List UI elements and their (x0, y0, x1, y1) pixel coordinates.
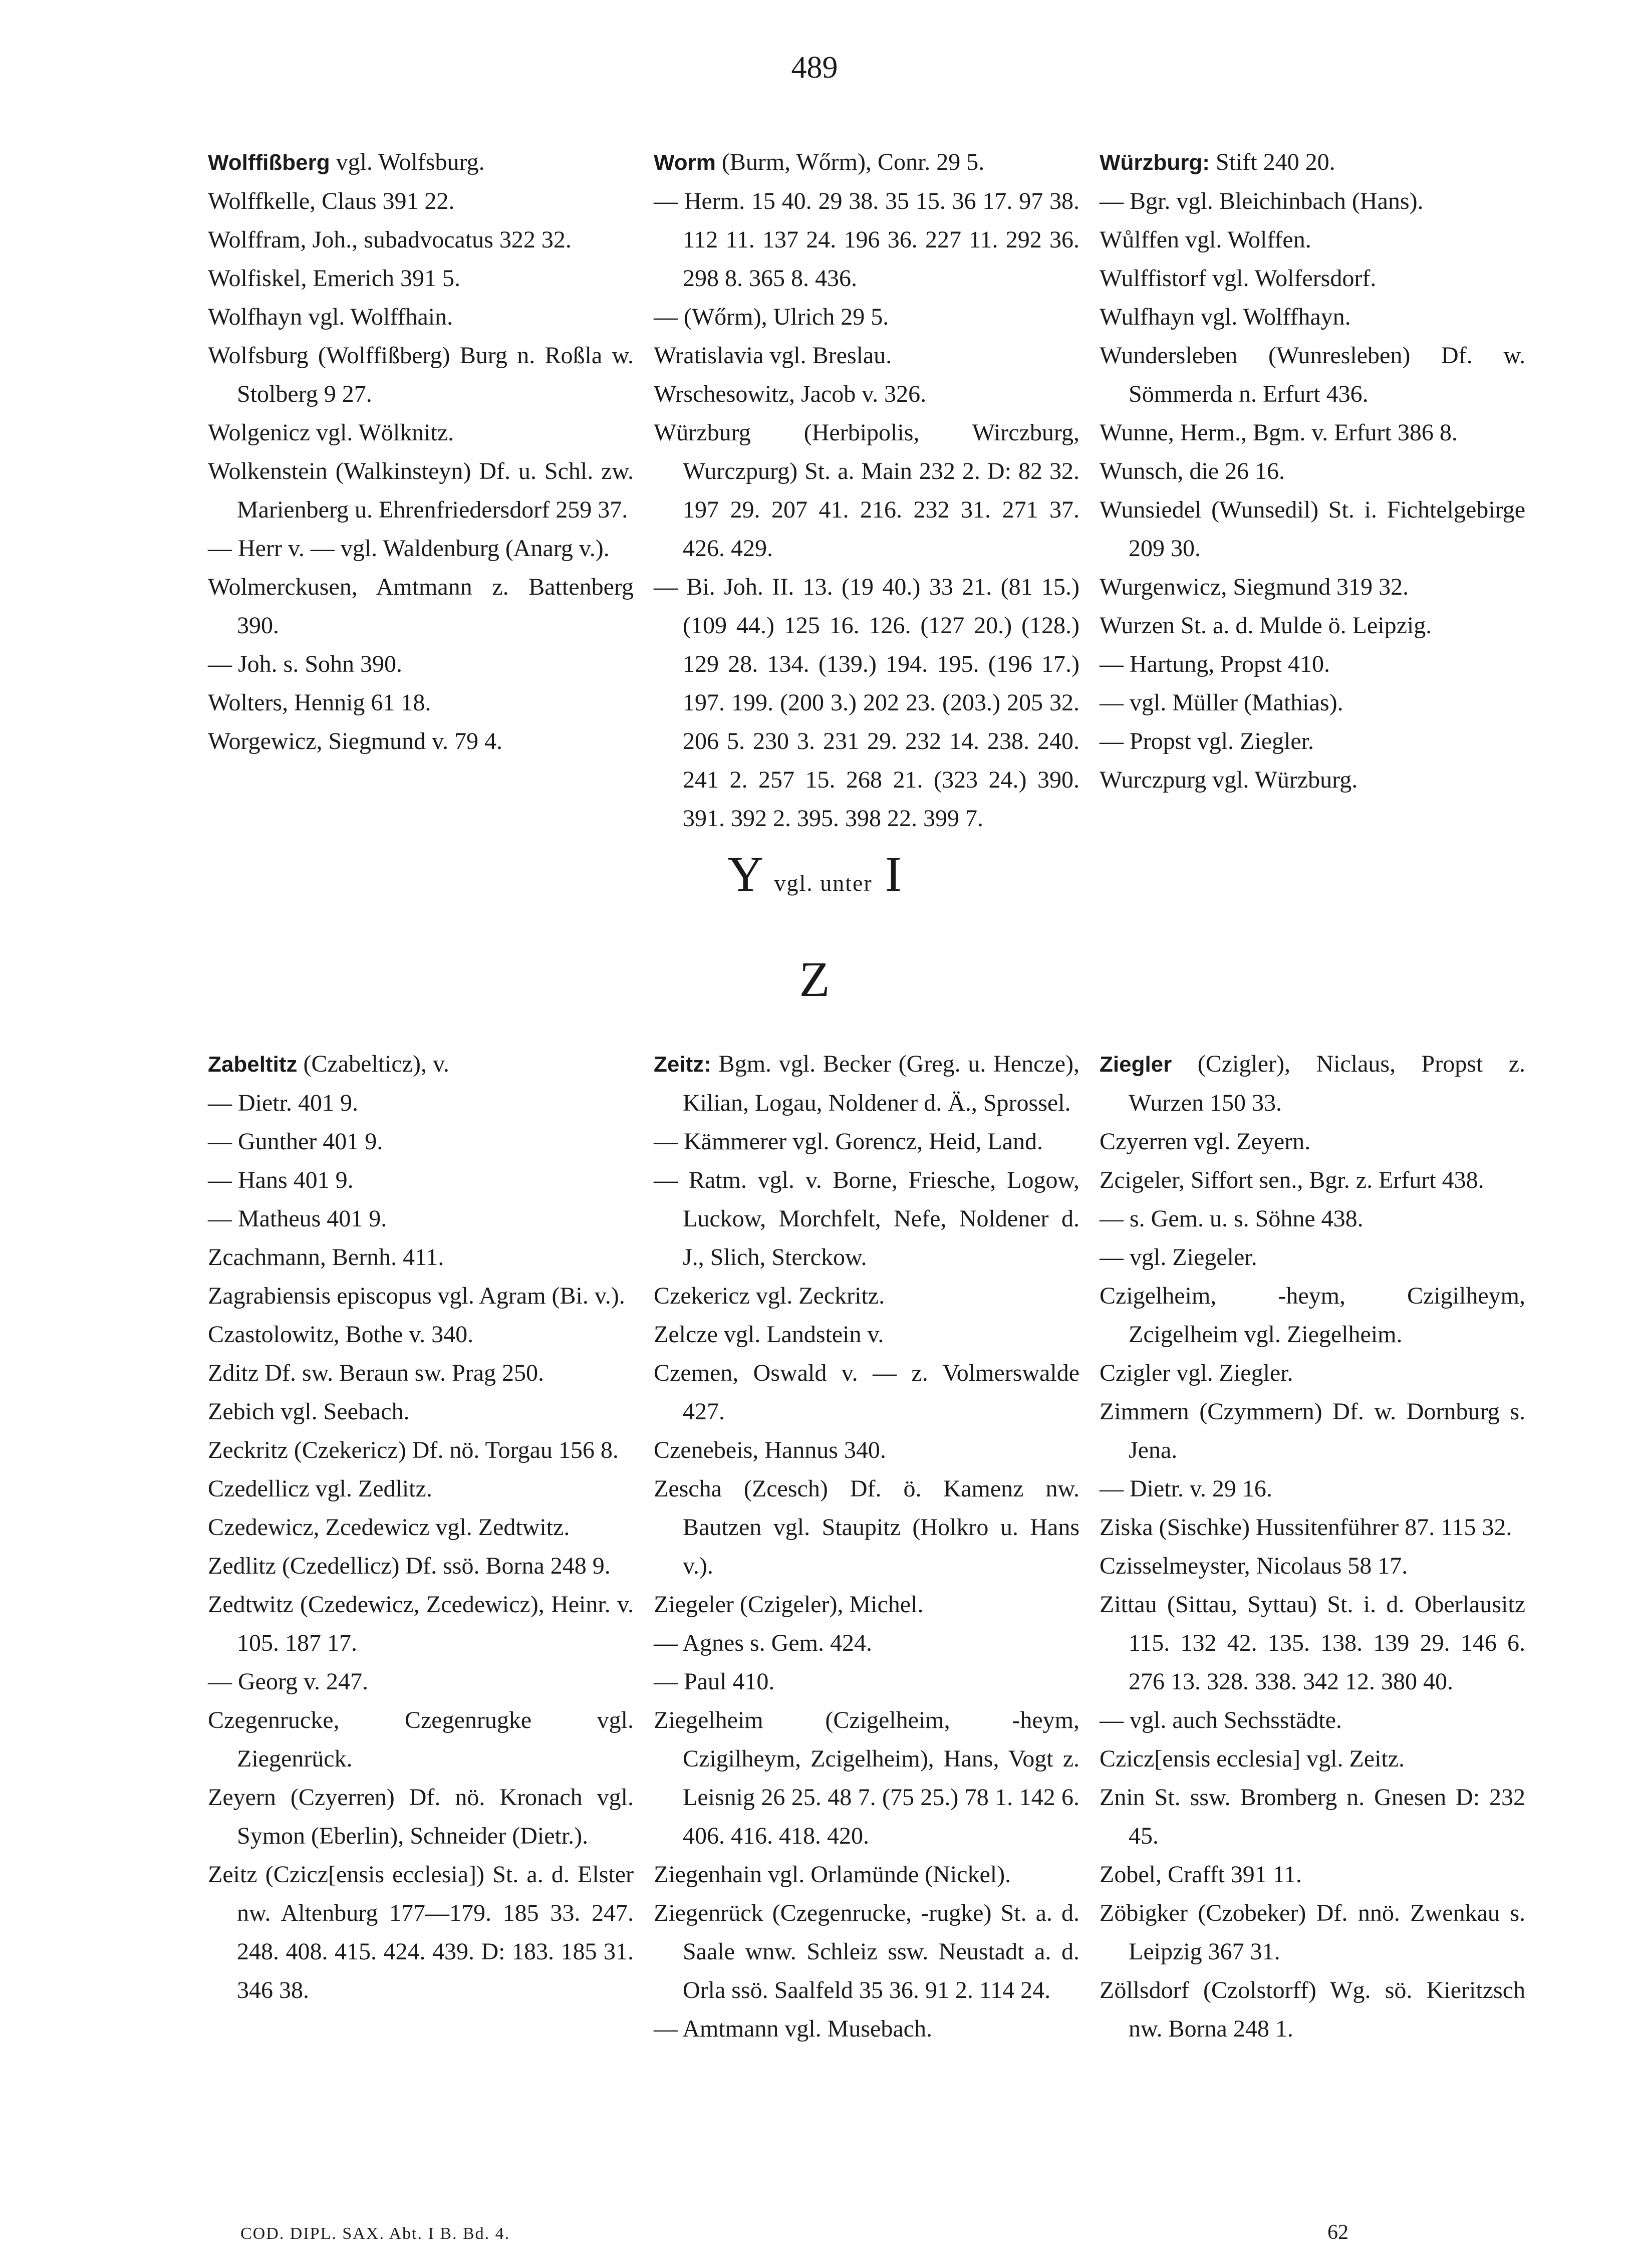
index-entry (208, 1238, 634, 1277)
entry-headword: Wolffißberg (208, 150, 330, 175)
index-entry (654, 1122, 1079, 1161)
entry-text: Wolmerckusen, Amtmann z. Battenberg 390. (208, 574, 634, 639)
index-entry (1100, 1122, 1525, 1161)
entry-text: — Ratm. vgl. v. Borne, Friesche, Logow, Luckow, Morchfelt, Nefe, Noldener d. J., Slich, Sterckow. (654, 1167, 1079, 1271)
index-entry (1100, 1354, 1525, 1392)
entry-text: — Matheus 401 9. (208, 1205, 387, 1232)
entry-text: Ziska (Sischke) Hussitenführer 87. 115 32. (1100, 1514, 1512, 1541)
index-entry (208, 1199, 634, 1238)
index-entry (208, 259, 634, 298)
entry-text: Zescha (Zcesch) Df. ö. Kamenz nw. Bautzen vgl. Staupitz (Holkro u. Hans v.). (654, 1475, 1079, 1579)
index-entry (208, 336, 634, 413)
entry-text: — Joh. s. Sohn 390. (208, 651, 403, 677)
entry-text: Zöllsdorf (Czolstorff) Wg. sö. Kieritzsch nw. Borna 248 1. (1100, 1977, 1525, 2042)
index-entry (654, 298, 1079, 336)
index-entry (654, 1894, 1079, 2009)
entry-text: Czicz[ensis ecclesia] vgl. Zeitz. (1100, 1745, 1405, 1772)
index-entry (208, 182, 634, 220)
index-entry (208, 1547, 634, 1585)
entry-text: Zöbigker (Czobeker) Df. nnö. Zwenkau s. Leipzig 367 31. (1100, 1900, 1525, 1965)
entry-text: Zagrabiensis episcopus vgl. Agram (Bi. v.). (208, 1283, 625, 1309)
index-entry (208, 1431, 634, 1469)
entry-text: Worgewicz, Siegmund v. 79 4. (208, 728, 503, 754)
index-entry (1100, 1855, 1525, 1894)
index-entry (1100, 1585, 1525, 1701)
index-entry (208, 1122, 634, 1161)
entry-text: Czegenrucke, Czegenrugke vgl. Ziegenrück. (208, 1707, 634, 1772)
index-entry (208, 1585, 634, 1662)
index-entry (654, 1277, 1079, 1315)
entry-text: Czenebeis, Hannus 340. (654, 1437, 886, 1463)
entry-text: Wunne, Herm., Bgm. v. Erfurt 386 8. (1100, 419, 1458, 446)
entry-text: — Hans 401 9. (208, 1167, 354, 1193)
index-entry (1100, 1045, 1525, 1122)
index-entry (654, 1431, 1079, 1469)
entry-text: Wolfhayn vgl. Wolffhain. (208, 304, 453, 330)
index-entry (654, 2009, 1079, 2048)
footer-volume: COD. DIPL. SAX. Abt. I B. Bd. 4. (240, 2224, 510, 2243)
entry-text: — (Wőrm), Ulrich 29 5. (654, 304, 889, 330)
entry-text: (Czigler), Niclaus, Propst z. Wurzen 150 33. (1129, 1051, 1525, 1116)
entry-text: Wulffistorf vgl. Wolfersdorf. (1100, 265, 1377, 292)
index-entry (1100, 1508, 1525, 1547)
entry-text: Zobel, Crafft 391 11. (1100, 1861, 1302, 1888)
index-column-top-1 (208, 143, 634, 761)
section-heading-y (0, 842, 1629, 916)
index-entry (1100, 722, 1525, 761)
index-entry (654, 1585, 1079, 1624)
index-entry (1100, 182, 1525, 220)
index-column-bottom-2 (654, 1045, 1079, 2048)
index-entry (654, 1855, 1079, 1894)
entry-text: Wolkenstein (Walkinsteyn) Df. u. Schl. zw. Marienberg u. Ehrenfriedersdorf 259 37. (208, 458, 634, 523)
index-entry (1100, 413, 1525, 452)
footer-signature: 62 (1327, 2221, 1348, 2244)
index-entry (208, 1701, 634, 1778)
index-entry (208, 1855, 634, 2009)
index-entry (1100, 1199, 1525, 1238)
index-entry (1100, 1778, 1525, 1855)
entry-text: Wolfsburg (Wolffißberg) Burg n. Roßla w. Stolberg 9 27. (208, 342, 634, 407)
entry-text: Ziegeler (Czigeler), Michel. (654, 1591, 924, 1618)
index-entry (1100, 1971, 1525, 2048)
index-column-top-3 (1100, 143, 1525, 799)
index-entry (654, 1045, 1079, 1122)
index-entry (208, 722, 634, 761)
index-entry (1100, 1701, 1525, 1739)
index-entry (654, 1624, 1079, 1662)
index-entry (1100, 1161, 1525, 1199)
index-entry (208, 1277, 634, 1315)
entry-text: — Dietr. v. 29 16. (1100, 1475, 1272, 1502)
index-entry (208, 529, 634, 568)
index-entry (1100, 645, 1525, 683)
entry-text: Czemen, Oswald v. — z. Volmerswalde 427. (654, 1360, 1079, 1425)
entry-text: — Hartung, Propst 410. (1100, 651, 1330, 677)
entry-text: Wulfhayn vgl. Wolffhayn. (1100, 304, 1351, 330)
entry-text: — vgl. auch Sechsstädte. (1100, 1707, 1342, 1733)
index-entry (208, 143, 634, 182)
index-entry (208, 413, 634, 452)
index-entry (208, 1045, 634, 1084)
entry-text: Zedtwitz (Czedewicz, Zcedewicz), Heinr. v. 105. 187 17. (208, 1591, 634, 1656)
index-entry (208, 1662, 634, 1701)
entry-text: — Propst vgl. Ziegler. (1100, 728, 1314, 754)
index-entry (654, 1354, 1079, 1431)
index-entry (654, 182, 1079, 298)
entry-text: vgl. Wolfsburg. (330, 149, 485, 175)
entry-text: Czisselmeyster, Nicolaus 58 17. (1100, 1553, 1408, 1579)
entry-text: Ziegenrück (Czegenrucke, -rugke) St. a. d. Saale wnw. Schleiz ssw. Neustadt a. d. Orla ssö. Saalfeld 35 36. 91 2. 114 24. (654, 1900, 1079, 2003)
entry-text: (Burm, Wőrm), Conr. 29 5. (715, 149, 985, 175)
entry-text: Wolfiskel, Emerich 391 5. (208, 265, 461, 292)
index-entry (1100, 568, 1525, 606)
entry-text: Wratislavia vgl. Breslau. (654, 342, 892, 369)
entry-text: Zedlitz (Czedellicz) Df. ssö. Borna 248 9. (208, 1553, 611, 1579)
entry-text: (Czabelticz), v. (297, 1051, 449, 1077)
entry-text: — Paul 410. (654, 1668, 775, 1695)
index-entry (208, 1392, 634, 1431)
index-entry (1100, 1392, 1525, 1469)
index-entry (1100, 1238, 1525, 1277)
entry-text: Wolffram, Joh., subadvocatus 322 32. (208, 226, 572, 253)
entry-text: Wurgenwicz, Siegmund 319 32. (1100, 574, 1409, 600)
index-entry (1100, 1277, 1525, 1354)
entry-text: Zeckritz (Czekericz) Df. nö. Torgau 156 8. (208, 1437, 619, 1463)
index-entry (208, 1315, 634, 1354)
entry-text: Würzburg (Herbipolis, Wirczburg, Wurczpurg) St. a. Main 232 2. D: 82 32. 197 29. 207 41. 216. 232 31. 271 37. 426. 429. (654, 419, 1079, 562)
entry-text: Zeitz (Czicz[ensis ecclesia]) St. a. d. Elster nw. Altenburg 177—179. 185 33. 247. 248. 408. 415. 424. 439. D: 183. 185 31. 346 38. (208, 1861, 634, 2003)
entry-text: — Bi. Joh. II. 13. (19 40.) 33 21. (81 15.) (109 44.) 125 16. 126. (127 20.) (128.) 129 28. 134. (139.) 194. 195. (196 17.) 197. 199. (200 3.) 202 23. (203.) 205 32. 206 5. 230 3. 231 29. 232 14. 238. 240. 241 2. 257 15. 268 21. (323 24.) 390. 391. 392 2. 395. 398 22. 399 7. (654, 574, 1079, 832)
entry-text: — Georg v. 247. (208, 1668, 368, 1695)
entry-text: Ziegelheim (Czigelheim, -heym, Czigilheym, Zcigelheim), Hans, Vogt z. Leisnig 26 25. 48 7. (75 25.) 78 1. 142 6. 406. 416. 418. 420. (654, 1707, 1079, 1849)
index-entry (1100, 683, 1525, 722)
index-column-bottom-3 (1100, 1045, 1525, 2048)
entry-text: — Agnes s. Gem. 424. (654, 1630, 872, 1656)
index-entry (208, 1084, 634, 1122)
entry-text: Wundersleben (Wunresleben) Df. w. Sömmerda n. Erfurt 436. (1100, 342, 1525, 407)
index-entry (1100, 220, 1525, 259)
section-heading-z: Z (799, 951, 830, 1007)
index-entry (208, 645, 634, 683)
entry-text: Zebich vgl. Seebach. (208, 1398, 410, 1425)
entry-text: Wolffkelle, Claus 391 22. (208, 188, 455, 214)
entry-text: — Amtmann vgl. Musebach. (654, 2015, 932, 2042)
index-entry (1100, 606, 1525, 645)
entry-text: Wolters, Hennig 61 18. (208, 689, 431, 716)
heading-y-letter: Y (727, 846, 762, 902)
index-entry (1100, 761, 1525, 799)
entry-text: Wunsiedel (Wunsedil) St. i. Fichtelgebirge 209 30. (1100, 496, 1525, 562)
heading-y-text: vgl. unter (774, 870, 873, 896)
index-entry (1100, 1547, 1525, 1585)
entry-text: Czigler vgl. Ziegler. (1100, 1360, 1293, 1386)
index-entry (208, 1354, 634, 1392)
entry-text: Wurczpurg vgl. Würzburg. (1100, 767, 1358, 793)
entry-text: Zeyern (Czyerren) Df. nö. Kronach vgl. Symon (Eberlin), Schneider (Dietr.). (208, 1784, 634, 1849)
index-entry (654, 1315, 1079, 1354)
entry-text: — Gunther 401 9. (208, 1128, 383, 1155)
entry-text: Czekericz vgl. Zeckritz. (654, 1283, 885, 1309)
index-entry (208, 452, 634, 529)
index-entry (1100, 1894, 1525, 1971)
entry-headword: Zeitz: (654, 1052, 711, 1077)
entry-text: Ziegenhain vgl. Orlamünde (Nickel). (654, 1861, 1011, 1888)
index-entry (208, 298, 634, 336)
index-entry (1100, 298, 1525, 336)
entry-text: Czigelheim, -heym, Czigilheym, Zcigelheim vgl. Ziegelheim. (1100, 1283, 1525, 1348)
entry-text: Wunsch, die 26 16. (1100, 458, 1285, 484)
index-entry (654, 336, 1079, 375)
entry-text: Wurzen St. a. d. Mulde ö. Leipzig. (1100, 612, 1432, 639)
page-number: 489 (791, 51, 838, 85)
entry-text: — Herm. 15 40. 29 38. 35 15. 36 17. 97 38. 112 11. 137 24. 196 36. 227 11. 292 36. 298 8. 365 8. 436. (654, 188, 1079, 292)
entry-text: Wůlffen vgl. Wolffen. (1100, 226, 1311, 253)
entry-text: Stift 240 20. (1209, 149, 1335, 175)
index-entry (208, 220, 634, 259)
index-entry (1100, 490, 1525, 568)
entry-text: — Kämmerer vgl. Gorencz, Heid, Land. (654, 1128, 1043, 1155)
entry-headword: Worm (654, 150, 716, 175)
index-column-bottom-1 (208, 1045, 634, 2009)
entry-text: Bgm. vgl. Becker (Greg. u. Hencze), Kilian, Logau, Noldener d. Ä., Sprossel. (683, 1051, 1079, 1116)
entry-text: Czastolowitz, Bothe v. 340. (208, 1321, 474, 1348)
entry-text: Zittau (Sittau, Syttau) St. i. d. Oberlausitz 115. 132 42. 135. 138. 139 29. 146 6. 276 13. 328. 338. 342 12. 380 40. (1100, 1591, 1525, 1695)
entry-headword: Würzburg: (1100, 150, 1210, 175)
index-entry (654, 1161, 1079, 1277)
index-entry (1100, 1469, 1525, 1508)
entry-text: Wrschesowitz, Jacob v. 326. (654, 381, 927, 407)
entry-text: Zcigeler, Siffort sen., Bgr. z. Erfurt 438. (1100, 1167, 1484, 1193)
entry-text: — Herr v. — vgl. Waldenburg (Anarg v.). (208, 535, 610, 562)
entry-text: — Bgr. vgl. Bleichinbach (Hans). (1100, 188, 1424, 214)
entry-text: Zcachmann, Bernh. 411. (208, 1244, 444, 1271)
index-entry (208, 1508, 634, 1547)
entry-text: Znin St. ssw. Bromberg n. Gnesen D: 232 45. (1100, 1784, 1525, 1849)
index-entry (654, 413, 1079, 568)
entry-text: Czedellicz vgl. Zedlitz. (208, 1475, 432, 1502)
index-column-top-2 (654, 143, 1079, 838)
index-entry (654, 1662, 1079, 1701)
index-entry (208, 1469, 634, 1508)
entry-text: Czyerren vgl. Zeyern. (1100, 1128, 1311, 1155)
entry-text: Zimmern (Czymmern) Df. w. Dornburg s. Jena. (1100, 1398, 1525, 1463)
index-entry (1100, 143, 1525, 182)
heading-y-ref: I (885, 846, 902, 902)
index-entry (654, 143, 1079, 182)
index-entry (1100, 1739, 1525, 1778)
index-entry (208, 683, 634, 722)
index-entry (654, 375, 1079, 413)
index-entry (208, 568, 634, 645)
entry-headword: Ziegler (1100, 1052, 1172, 1077)
entry-text: — vgl. Ziegeler. (1100, 1244, 1257, 1271)
entry-text: — vgl. Müller (Mathias). (1100, 689, 1343, 716)
index-entry (208, 1161, 634, 1199)
index-entry (1100, 336, 1525, 413)
index-entry (1100, 259, 1525, 298)
index-entry (1100, 452, 1525, 490)
entry-text: — Dietr. 401 9. (208, 1090, 358, 1116)
entry-text: Zelcze vgl. Landstein v. (654, 1321, 884, 1348)
entry-text: Zditz Df. sw. Beraun sw. Prag 250. (208, 1360, 544, 1386)
entry-text: — s. Gem. u. s. Söhne 438. (1100, 1205, 1364, 1232)
index-entry (654, 568, 1079, 838)
index-entry (654, 1469, 1079, 1585)
index-entry (654, 1701, 1079, 1855)
entry-headword: Zabeltitz (208, 1052, 298, 1077)
index-entry (208, 1778, 634, 1855)
entry-text: Czedewicz, Zcedewicz vgl. Zedtwitz. (208, 1514, 570, 1541)
entry-text: Wolgenicz vgl. Wölknitz. (208, 419, 454, 446)
